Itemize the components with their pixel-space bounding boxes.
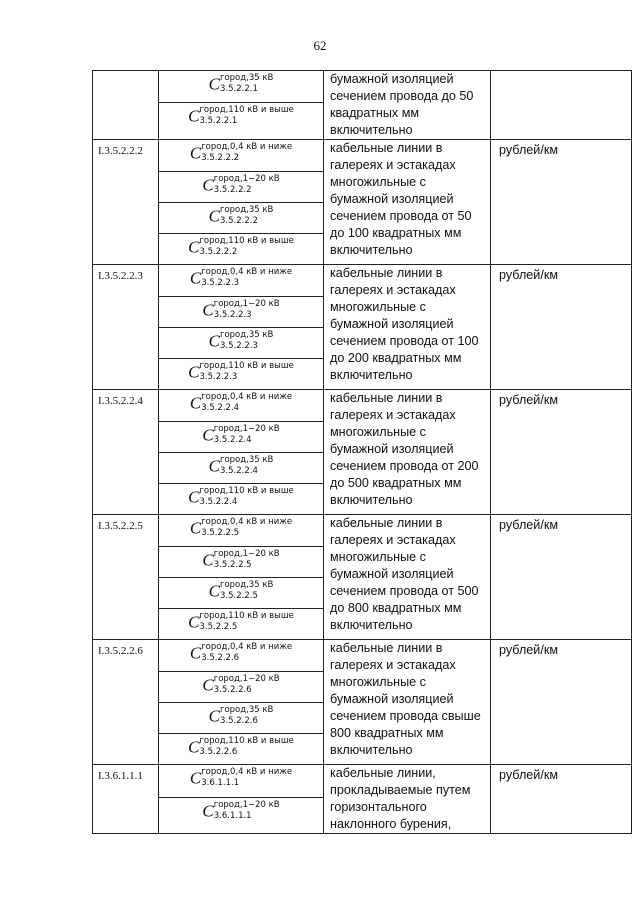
table-row	[93, 140, 632, 265]
formula-symbol: C	[189, 393, 202, 413]
formula-subscript: 3.5.2.2.5	[201, 528, 240, 538]
formula-superscript: город,1−20 кВ	[213, 424, 280, 434]
formula-symbol: C	[189, 143, 202, 163]
formula-superscript: город,1−20 кВ	[213, 674, 280, 684]
code-cell	[93, 390, 159, 515]
formula-superscript: город,35 кВ	[220, 73, 274, 83]
table-row	[93, 265, 632, 390]
description-cell	[324, 71, 491, 140]
description-text: бумажной изоляцией сечением провода до 50 квадратных мм включительно	[330, 72, 474, 137]
rate-formula	[159, 483, 323, 514]
rate-formula	[159, 390, 323, 421]
formula-superscript: город,110 кВ и выше	[199, 736, 294, 746]
rate-formula	[159, 171, 323, 202]
description-cell	[324, 390, 491, 515]
formula-subscript: 3.5.2.2.4	[199, 497, 238, 507]
formula-subscript: 3.5.2.2.4	[220, 466, 258, 476]
formula-symbol: C	[202, 675, 214, 695]
formula-subscript: 3.5.2.2.4	[213, 435, 252, 445]
formula-symbol: C	[202, 425, 214, 445]
formula-symbol: C	[202, 300, 214, 320]
formula-subscript: 3.5.2.2.1	[220, 84, 258, 94]
description-text: кабельные линии в галереях и эстакадах многожильные с бумажной изоляцией сечением провода от 500 до 800 квадратных мм включительно	[330, 516, 479, 632]
unit-cell	[491, 390, 632, 515]
rate-formula	[159, 640, 323, 671]
formula-cell	[159, 265, 324, 390]
formula-symbol: C	[188, 237, 200, 257]
formula-subscript: 3.5.2.2.6	[213, 685, 252, 695]
formula-subscript: 3.5.2.2.5	[199, 622, 238, 632]
unit-cell	[491, 265, 632, 390]
rate-formula	[159, 765, 323, 797]
formula-subscript: 3.5.2.2.2	[213, 185, 252, 195]
code-cell	[93, 71, 159, 140]
rate-formula	[159, 421, 323, 452]
formula-subscript: 3.5.2.2.2	[199, 247, 238, 257]
formula-subscript: 3.5.2.2.6	[199, 747, 238, 757]
formula-superscript: город,0,4 кВ и ниже	[201, 142, 293, 152]
rate-formula	[159, 265, 323, 296]
formula-superscript: город,110 кВ и выше	[199, 361, 294, 371]
unit-cell	[491, 140, 632, 265]
formula-superscript: город,35 кВ	[220, 330, 274, 340]
formula-subscript: 3.5.2.2.3	[201, 278, 240, 288]
formula-subscript: 3.6.1.1.1	[213, 811, 252, 821]
formula-superscript: город,35 кВ	[220, 580, 274, 590]
description-text: кабельные линии в галереях и эстакадах многожильные с бумажной изоляцией сечением провода от 200 до 500 квадратных мм включительно	[330, 391, 479, 507]
description-cell	[324, 515, 491, 640]
formula-subscript: 3.5.2.2.5	[213, 560, 252, 570]
formula-superscript: город,1−20 кВ	[213, 549, 280, 559]
formula-cell	[159, 390, 324, 515]
formula-cell	[159, 640, 324, 765]
rate-formula	[159, 452, 323, 483]
formula-subscript: 3.5.2.2.2	[201, 153, 240, 163]
unit-cell	[491, 640, 632, 765]
rate-formula	[159, 71, 323, 102]
formula-symbol: C	[202, 550, 214, 570]
formula-superscript: город,0,4 кВ и ниже	[201, 767, 293, 777]
formula-subscript: 3.5.2.2.3	[213, 310, 252, 320]
code-cell	[93, 515, 159, 640]
unit-text: рублей/км	[499, 768, 559, 782]
rate-formula	[159, 733, 323, 764]
formula-symbol: C	[202, 175, 214, 195]
description-cell	[324, 765, 491, 834]
tariff-table	[92, 70, 632, 834]
unit-text: рублей/км	[499, 393, 559, 407]
row-code: I.3.6.1.1.1	[98, 770, 143, 782]
formula-cell	[159, 140, 324, 265]
formula-cell	[159, 515, 324, 640]
formula-symbol: C	[188, 612, 200, 632]
formula-symbol: C	[188, 487, 200, 507]
rate-formula	[159, 546, 323, 577]
rate-formula	[159, 102, 323, 133]
rate-formula	[159, 327, 323, 358]
formula-superscript: город,0,4 кВ и ниже	[201, 642, 293, 652]
unit-cell	[491, 515, 632, 640]
row-code: I.3.5.2.2.3	[98, 270, 143, 282]
rate-formula	[159, 515, 323, 546]
formula-superscript: город,1−20 кВ	[213, 174, 280, 184]
formula-superscript: город,110 кВ и выше	[199, 611, 294, 621]
unit-cell	[491, 765, 632, 834]
description-text: кабельные линии, прокладываемые путем горизонтального наклонного бурения,	[330, 766, 471, 831]
unit-text: рублей/км	[499, 268, 559, 282]
rate-formula	[159, 202, 323, 233]
code-cell	[93, 765, 159, 834]
formula-superscript: город,110 кВ и выше	[199, 236, 294, 246]
rate-formula	[159, 296, 323, 327]
table-row	[93, 71, 632, 140]
formula-cell	[159, 765, 324, 834]
table-row	[93, 515, 632, 640]
row-code: I.3.5.2.2.2	[98, 145, 143, 157]
formula-subscript: 3.5.2.2.4	[201, 403, 240, 413]
formula-symbol: C	[189, 768, 202, 788]
formula-subscript: 3.6.1.1.1	[201, 778, 240, 788]
formula-symbol: C	[208, 206, 220, 226]
formula-symbol: C	[208, 74, 220, 94]
formula-superscript: город,0,4 кВ и ниже	[201, 517, 293, 527]
unit-text: рублей/км	[499, 518, 559, 532]
formula-superscript: город,0,4 кВ и ниже	[201, 392, 293, 402]
description-cell	[324, 265, 491, 390]
page-number: 62	[313, 38, 327, 53]
formula-symbol: C	[188, 362, 200, 382]
rate-formula	[159, 671, 323, 702]
description-text: кабельные линии в галереях и эстакадах многожильные с бумажной изоляцией сечением провода от 50 до 100 квадратных мм включительно	[330, 141, 472, 257]
code-cell	[93, 265, 159, 390]
formula-symbol: C	[188, 737, 200, 757]
formula-symbol: C	[208, 331, 220, 351]
formula-symbol: C	[208, 706, 220, 726]
table-row	[93, 640, 632, 765]
unit-text: рублей/км	[499, 143, 559, 157]
formula-subscript: 3.5.2.2.3	[199, 372, 238, 382]
description-cell	[324, 140, 491, 265]
rate-formula	[159, 797, 323, 829]
formula-subscript: 3.5.2.2.6	[220, 716, 258, 726]
formula-superscript: город,35 кВ	[220, 705, 274, 715]
rate-formula	[159, 358, 323, 389]
formula-superscript: город,110 кВ и выше	[199, 486, 294, 496]
formula-symbol: C	[189, 518, 202, 538]
formula-superscript: город,0,4 кВ и ниже	[201, 267, 293, 277]
rate-formula	[159, 577, 323, 608]
formula-symbol: C	[202, 801, 214, 821]
table-row	[93, 765, 632, 834]
formula-symbol: C	[208, 581, 220, 601]
formula-subscript: 3.5.2.2.3	[220, 341, 258, 351]
formula-symbol: C	[189, 643, 202, 663]
row-code: I.3.5.2.2.5	[98, 520, 143, 532]
code-cell	[93, 140, 159, 265]
formula-symbol: C	[208, 456, 220, 476]
formula-superscript: город,35 кВ	[220, 455, 274, 465]
unit-text: рублей/км	[499, 643, 559, 657]
code-cell	[93, 640, 159, 765]
formula-superscript: город,1−20 кВ	[213, 800, 280, 810]
description-text: кабельные линии в галереях и эстакадах многожильные с бумажной изоляцией сечением провода от 100 до 200 квадратных мм включительно	[330, 266, 479, 382]
row-code: I.3.5.2.2.6	[98, 645, 143, 657]
formula-symbol: C	[188, 106, 200, 126]
formula-superscript: город,35 кВ	[220, 205, 274, 215]
formula-subscript: 3.5.2.2.5	[220, 591, 258, 601]
description-text: кабельные линии в галереях и эстакадах многожильные с бумажной изоляцией сечением провода свыше 800 квадратных мм включительно	[330, 641, 481, 757]
rate-formula	[159, 140, 323, 171]
formula-superscript: город,110 кВ и выше	[199, 105, 294, 115]
formula-cell	[159, 71, 324, 140]
formula-symbol: C	[189, 268, 202, 288]
row-code: I.3.5.2.2.4	[98, 395, 143, 407]
description-cell	[324, 640, 491, 765]
formula-subscript: 3.5.2.2.1	[199, 116, 238, 126]
rate-formula	[159, 702, 323, 733]
formula-subscript: 3.5.2.2.6	[201, 653, 240, 663]
unit-cell	[491, 71, 632, 140]
table-row	[93, 390, 632, 515]
formula-subscript: 3.5.2.2.2	[220, 216, 258, 226]
rate-formula	[159, 233, 323, 264]
rate-formula	[159, 608, 323, 639]
formula-superscript: город,1−20 кВ	[213, 299, 280, 309]
